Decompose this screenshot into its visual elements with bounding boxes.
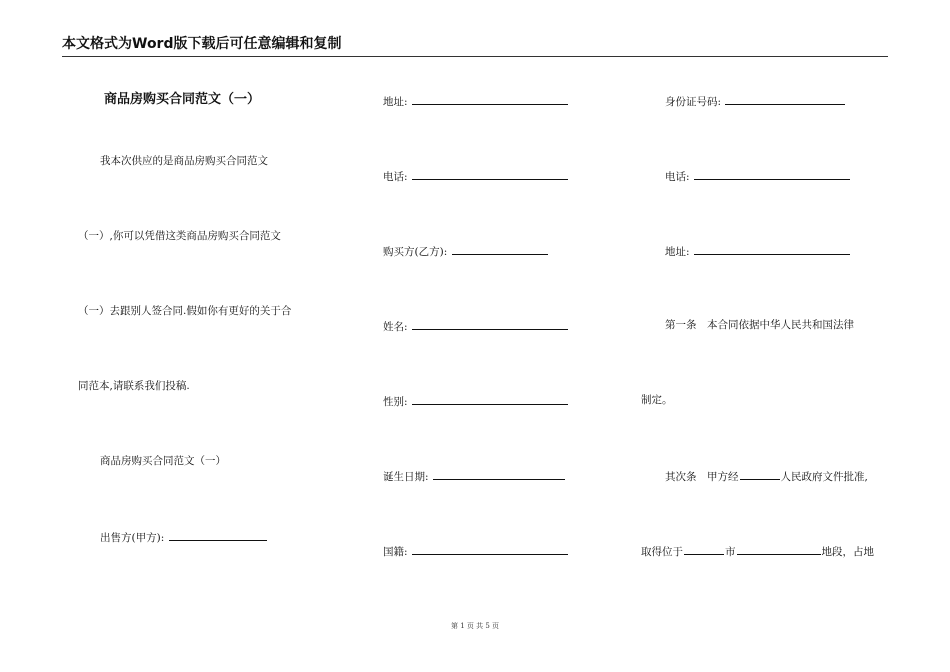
header-text: 本文格式为Word版下载后可任意编辑和复制 <box>62 36 342 52</box>
address-field <box>383 93 569 109</box>
fill-blank[interactable] <box>433 468 565 480</box>
phone-field <box>665 168 851 184</box>
field-label: 性别: <box>383 396 408 408</box>
fill-blank[interactable] <box>725 93 845 105</box>
article-text: 地段，占地 <box>821 546 874 558</box>
field-label: 国籍: <box>383 546 408 558</box>
fill-blank[interactable] <box>412 93 568 105</box>
field-label: 电话: <box>383 171 408 183</box>
phone-field <box>383 168 569 184</box>
article-text: 市 <box>725 546 736 558</box>
field-label: 购买方(乙方): <box>383 246 448 258</box>
paragraph-line: （一）去跟别人签合同.假如你有更好的关于合 <box>78 305 292 317</box>
fill-blank[interactable] <box>737 543 821 555</box>
fill-blank[interactable] <box>694 243 850 255</box>
fill-blank[interactable] <box>684 543 724 555</box>
fill-blank[interactable] <box>412 168 568 180</box>
field-label: 地址: <box>383 96 408 108</box>
page-footer: 第 1 页 共 5 页 <box>450 622 500 630</box>
field-label: 姓名: <box>383 321 408 333</box>
fill-blank[interactable] <box>412 393 568 405</box>
fill-blank[interactable] <box>452 243 548 255</box>
fill-blank[interactable] <box>740 468 780 480</box>
article-1-continued: 制定。 <box>641 394 673 406</box>
article-text: 其次条 甲方经 <box>665 471 739 483</box>
fill-blank[interactable] <box>169 529 267 541</box>
article-1: 第一条 本合同依据中华人民共和国法律 <box>665 319 854 331</box>
seller-field <box>100 529 268 545</box>
article-2-continued <box>641 543 874 559</box>
name-field <box>383 318 569 334</box>
id-number-field <box>665 93 846 109</box>
nationality-field <box>383 543 569 559</box>
gender-field <box>383 393 569 409</box>
fill-blank[interactable] <box>412 543 568 555</box>
field-label: 出售方(甲方): <box>100 532 165 544</box>
field-label: 诞生日期: <box>383 471 429 483</box>
article-text: 人民政府文件批准, <box>780 471 868 483</box>
article-text: 取得位于 <box>641 546 683 558</box>
field-label: 电话: <box>665 171 690 183</box>
paragraph-line: 商品房购买合同范文（一） <box>100 455 226 467</box>
document-title: 商品房购买合同范文（一） <box>104 92 261 107</box>
field-label: 地址: <box>665 246 690 258</box>
paragraph-line: 我本次供应的是商品房购买合同范文 <box>100 155 268 167</box>
field-label: 身份证号码: <box>665 96 722 108</box>
paragraph-line: （一）,你可以凭借这类商品房购买合同范文 <box>78 230 281 242</box>
article-2 <box>665 468 868 484</box>
fill-blank[interactable] <box>694 168 850 180</box>
buyer-field <box>383 243 549 259</box>
birthdate-field <box>383 468 566 484</box>
page-header <box>62 34 888 57</box>
fill-blank[interactable] <box>412 318 568 330</box>
address-field <box>665 243 851 259</box>
paragraph-line: 同范本,请联系我们投稿. <box>78 380 190 392</box>
